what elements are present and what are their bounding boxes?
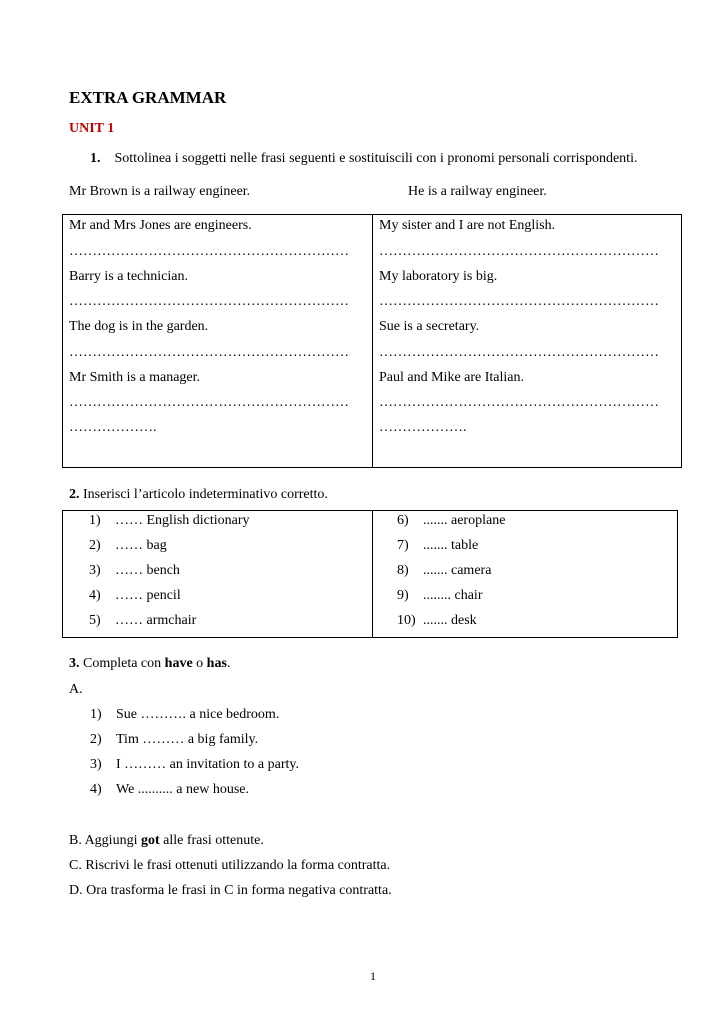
ex1-left-sentence-2: Barry is a technician. xyxy=(69,269,188,284)
ex1-left-sentence-4: Mr Smith is a manager. xyxy=(69,370,201,385)
ex2-item-number: 5) xyxy=(89,613,101,628)
ex1-left-sentence-3: The dog is in the garden. xyxy=(69,319,209,334)
ex1-left-answer-1[interactable]: …………………………………………………… xyxy=(69,244,349,259)
ex3-period: . xyxy=(226,656,231,671)
ex2-item-number: 7) xyxy=(397,538,409,553)
ex2-instruction xyxy=(69,487,328,503)
ex3-item-text[interactable]: Sue ………. a nice bedroom. xyxy=(116,707,280,722)
ex2-item-9 xyxy=(397,588,482,604)
ex2-instruction-text: Inserisci l’articolo indeterminativo corretto. xyxy=(79,487,328,502)
ex3-part-d: D. Ora trasforma le frasi in C in forma negativa contratta. xyxy=(69,883,392,898)
ex2-item-text[interactable]: ....... camera xyxy=(423,563,492,578)
page-number: 1 xyxy=(370,969,376,983)
ex3-or: o xyxy=(192,656,207,671)
page-title: EXTRA GRAMMAR xyxy=(69,88,227,107)
ex1-example-right: He is a railway engineer. xyxy=(408,184,547,199)
ex3-item-number: 4) xyxy=(90,782,102,797)
ex2-item-text[interactable]: …… pencil xyxy=(115,588,181,603)
ex2-table xyxy=(62,510,678,638)
ex3-part-b-got: got xyxy=(140,833,160,848)
ex2-item-2 xyxy=(89,538,167,554)
ex1-number: 1. xyxy=(90,151,101,166)
ex1-right-answer-1[interactable]: …………………………………………………… xyxy=(379,244,659,259)
ex2-item-text[interactable]: …… armchair xyxy=(115,613,197,628)
ex3-item-1 xyxy=(90,707,279,723)
ex2-item-3 xyxy=(89,563,180,579)
ex1-right-sentence-3: Sue is a secretary. xyxy=(379,319,480,334)
ex2-item-number: 4) xyxy=(89,588,101,603)
ex3-instruction xyxy=(69,656,230,672)
ex2-item-number: 9) xyxy=(397,588,409,603)
ex3-item-number: 2) xyxy=(90,732,102,747)
ex3-item-4 xyxy=(90,782,249,798)
ex1-right-answer-4[interactable]: …………………………………………………… xyxy=(379,395,659,410)
ex2-item-number: 3) xyxy=(89,563,101,578)
ex2-item-10 xyxy=(397,613,477,629)
ex3-has: has xyxy=(206,656,227,671)
ex2-number: 2. xyxy=(69,487,80,502)
ex1-example-left: Mr Brown is a railway engineer. xyxy=(69,184,251,199)
ex2-item-text[interactable]: …… English dictionary xyxy=(115,513,250,528)
ex2-item-text[interactable]: ....... desk xyxy=(423,613,477,628)
ex1-table-divider xyxy=(372,215,373,467)
ex2-item-number: 1) xyxy=(89,513,101,528)
ex1-right-answer-2[interactable]: …………………………………………………… xyxy=(379,294,659,309)
ex2-item-text[interactable]: ........ chair xyxy=(423,588,483,603)
ex2-item-number: 2) xyxy=(89,538,101,553)
ex1-right-answer-4b[interactable]: ………………. xyxy=(379,420,467,435)
ex1-left-sentence-1: Mr and Mrs Jones are engineers. xyxy=(69,218,252,233)
ex3-part-b-text: B. Aggiungi xyxy=(69,833,141,848)
ex3-part-a-label: A. xyxy=(69,682,83,697)
ex3-part-b-text-end: alle frasi ottenute. xyxy=(159,833,264,848)
ex1-left-answer-2[interactable]: …………………………………………………… xyxy=(69,294,349,309)
ex3-item-text[interactable]: Tim ……… a big family. xyxy=(116,732,259,747)
ex3-part-b xyxy=(69,833,264,849)
ex2-table-divider xyxy=(372,511,373,637)
ex3-item-number: 1) xyxy=(90,707,102,722)
ex3-item-3 xyxy=(90,757,299,773)
ex2-item-7 xyxy=(397,538,478,554)
ex2-item-number: 10) xyxy=(397,613,416,628)
ex3-have: have xyxy=(164,656,193,671)
ex1-left-answer-4b[interactable]: ………………. xyxy=(69,420,157,435)
ex2-item-text[interactable]: ....... table xyxy=(423,538,479,553)
ex2-item-8 xyxy=(397,563,491,579)
ex2-item-number: 8) xyxy=(397,563,409,578)
ex2-item-4 xyxy=(89,588,181,604)
ex3-part-c: C. Riscrivi le frasi ottenuti utilizzando la forma contratta. xyxy=(69,858,391,873)
ex2-item-text[interactable]: ....... aeroplane xyxy=(423,513,506,528)
ex1-instruction xyxy=(90,151,637,167)
ex1-left-answer-3[interactable]: …………………………………………………… xyxy=(69,345,349,360)
ex3-item-number: 3) xyxy=(90,757,102,772)
ex3-item-2 xyxy=(90,732,258,748)
ex1-right-sentence-2: My laboratory is big. xyxy=(379,269,498,284)
ex3-item-text[interactable]: I ……… an invitation to a party. xyxy=(116,757,299,772)
ex1-right-sentence-1: My sister and I are not English. xyxy=(379,218,556,233)
ex1-left-answer-4[interactable]: …………………………………………………… xyxy=(69,395,349,410)
unit-heading: UNIT 1 xyxy=(69,121,115,136)
ex2-item-6 xyxy=(397,513,505,529)
ex2-item-1 xyxy=(89,513,250,529)
ex2-item-number: 6) xyxy=(397,513,409,528)
ex1-right-sentence-4: Paul and Mike are Italian. xyxy=(379,370,525,385)
ex2-item-5 xyxy=(89,613,196,629)
ex1-instruction-text: Sottolinea i soggetti nelle frasi seguenti e sostituiscili con i pronomi personali corrispondenti. xyxy=(114,151,638,166)
ex3-number: 3. xyxy=(69,656,80,671)
ex2-item-text[interactable]: …… bench xyxy=(115,563,180,578)
ex1-right-answer-3[interactable]: …………………………………………………… xyxy=(379,345,659,360)
ex1-table xyxy=(62,214,682,468)
ex3-instruction-text: Completa con xyxy=(79,656,165,671)
ex2-item-text[interactable]: …… bag xyxy=(115,538,167,553)
ex3-item-text[interactable]: We .......... a new house. xyxy=(116,782,250,797)
